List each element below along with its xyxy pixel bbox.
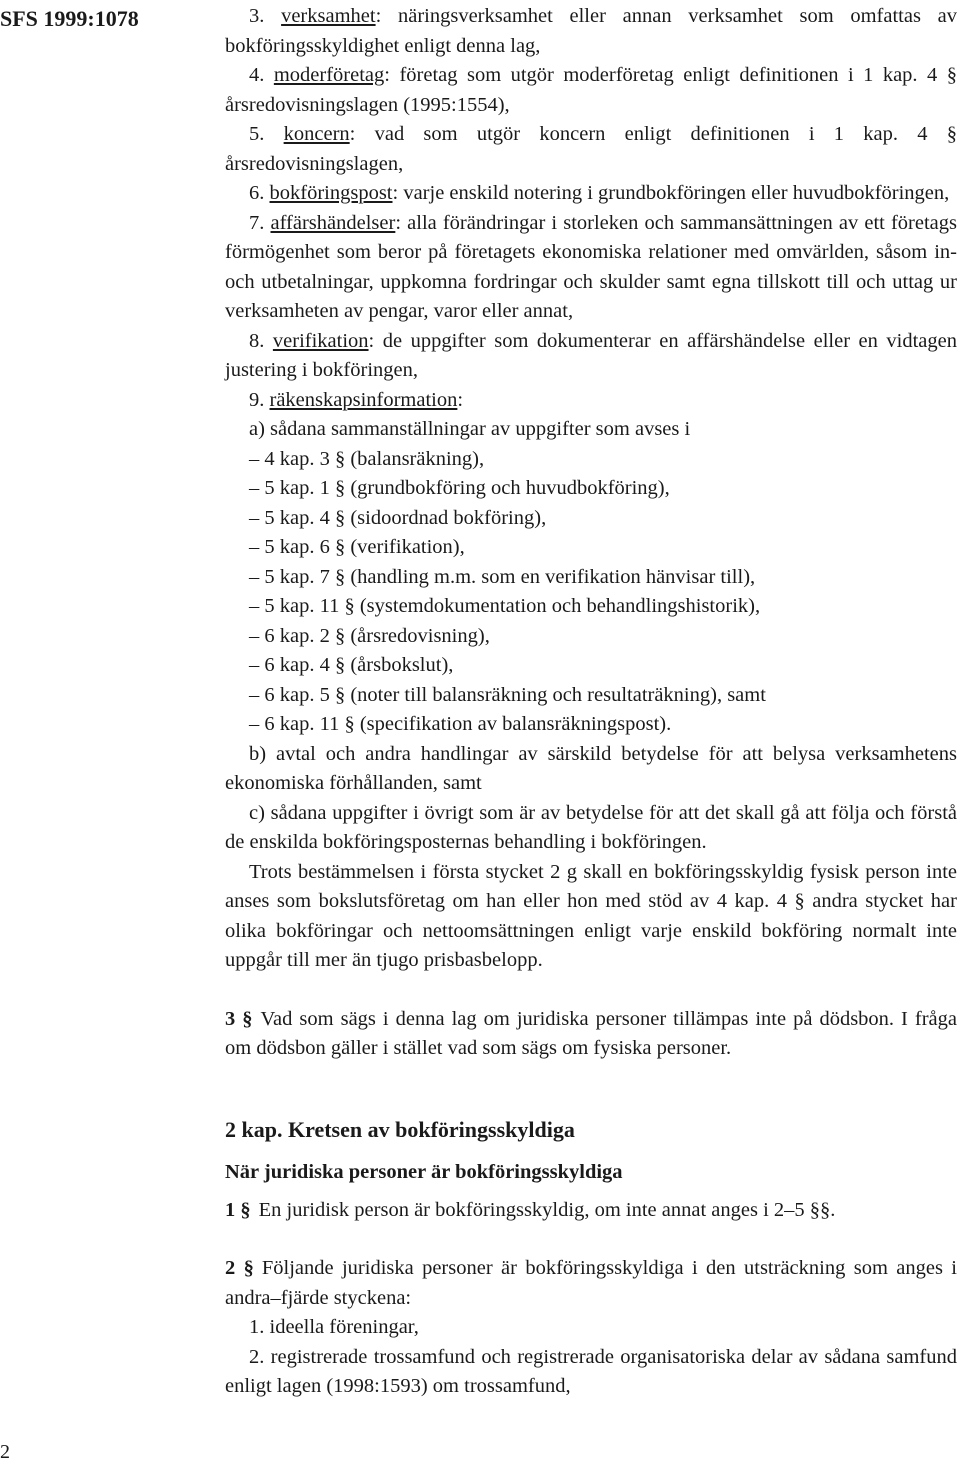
section-1: 1 § En juridisk person är bokföringsskyldig, om inte annat anges i 2–5 §§.	[225, 1198, 836, 1221]
exception-paragraph: Trots bestämmelsen i första stycket 2 g skall en bokföringsskyldig fysisk person inte anses som bokslutsföretag om han eller hon med stöd av 4 kap. 4 § andra stycket har olika bokföringar och nettoomsättningen enligt varje enskild bokföring normalt inte uppgår till mer än tjugo prisbasbelopp.	[225, 860, 957, 971]
sfs-number: SFS 1999:1078	[0, 6, 139, 31]
defined-term: moderföretag	[273, 64, 385, 86]
defined-term: bokföringspost	[269, 182, 393, 204]
subheading: När juridiska personer är bokföringsskyldiga	[225, 1160, 623, 1183]
section-number: 1 §	[225, 1198, 251, 1221]
list-item: – 5 kap. 1 § (grundbokföring och huvudbokföring),	[249, 477, 670, 499]
list-item: – 6 kap. 5 § (noter till balansräkning och resultaträkning), samt	[249, 683, 766, 706]
definition-item: 5. koncern: vad som utgör koncern enligt definitionen i 1 kap. 4 § årsredovisningslagen,	[225, 123, 957, 175]
defined-term: verksamhet	[281, 5, 376, 27]
item-a: a) sådana sammanställningar av uppgifter som avses i	[249, 418, 691, 440]
section-number: 3 §	[225, 1007, 253, 1030]
section-number: 2 §	[225, 1257, 254, 1279]
definition-item: 6. bokföringspost: varje enskild notering i grundbokföringen eller huvudbokföringen,	[249, 182, 950, 204]
list-item: 1. ideella föreningar,	[249, 1316, 419, 1338]
chapter-title: 2 kap. Kretsen av bokföringsskyldiga	[225, 1116, 575, 1142]
item-b: b) avtal och andra handlingar av särskild betydelse för att belysa verksamhetens ekonomiska förhållanden, samt	[225, 742, 957, 794]
document-body	[225, 2, 957, 1402]
list-item: – 4 kap. 3 § (balansräkning),	[249, 447, 485, 470]
definition-item: 8. verifikation: de uppgifter som dokumenterar en affärshändelse eller en vidtagen justering i bokföringen,	[225, 329, 957, 381]
definition-item: 7. affärshändelser: alla förändringar i storleken och sammansättningen av ett företags förmögenhet som beror på företagets ekonomiska relationer med omvärlden, såsom in- och utbetalningar, uppkomna fordringar och skulder samt egna tillskott till och uttag ur verksamheten av pengar, varor eller annat,	[225, 211, 957, 322]
defined-term: koncern	[283, 123, 350, 145]
list-item: – 5 kap. 4 § (sidoordnad bokföring),	[249, 506, 547, 529]
list-item: – 5 kap. 11 § (systemdokumentation och behandlingshistorik),	[249, 595, 761, 617]
list-item: 2. registrerade trossamfund och registrerade organisatoriska delar av sådana samfund enligt lagen (1998:1593) om trossamfund,	[225, 1345, 957, 1397]
page-number: 2	[0, 1441, 10, 1463]
defined-term: verifikation	[272, 329, 369, 352]
section-2: 2 § Följande juridiska personer är bokföringsskyldiga i den utsträckning som anges i andra–fjärde styckena:	[225, 1257, 957, 1309]
definition-item: 3. verksamhet: näringsverksamhet eller annan verksamhet som omfattas av bokföringsskyldighet enligt denna lag,	[225, 5, 957, 57]
list-item: – 6 kap. 11 § (specifikation av balansräkningspost).	[249, 713, 672, 735]
definition-item: 4. moderföretag: företag som utgör moderföretag enligt definitionen i 1 kap. 4 § årsredovisningslagen (1995:1554),	[225, 64, 957, 116]
section-3: 3 § Vad som sägs i denna lag om juridiska personer tillämpas inte på dödsbon. I fråga om dödsbon gäller i stället vad som sägs om fysiska personer.	[225, 1007, 957, 1059]
list-item: – 5 kap. 7 § (handling m.m. som en verifikation hänvisar till),	[249, 565, 756, 588]
list-item: – 6 kap. 2 § (årsredovisning),	[249, 624, 490, 647]
item-c: c) sådana uppgifter i övrigt som är av betydelse för att det skall gå att följa och förstå de enskilda bokföringsposternas behandling i bokföringen.	[225, 801, 957, 853]
defined-term: räkenskapsinformation	[269, 388, 458, 411]
definition-item: 9. räkenskapsinformation:	[249, 388, 464, 411]
defined-term: affärshändelser	[270, 211, 396, 234]
list-item: – 6 kap. 4 § (årsbokslut),	[249, 654, 454, 676]
list-item: – 5 kap. 6 § (verifikation),	[249, 536, 465, 558]
